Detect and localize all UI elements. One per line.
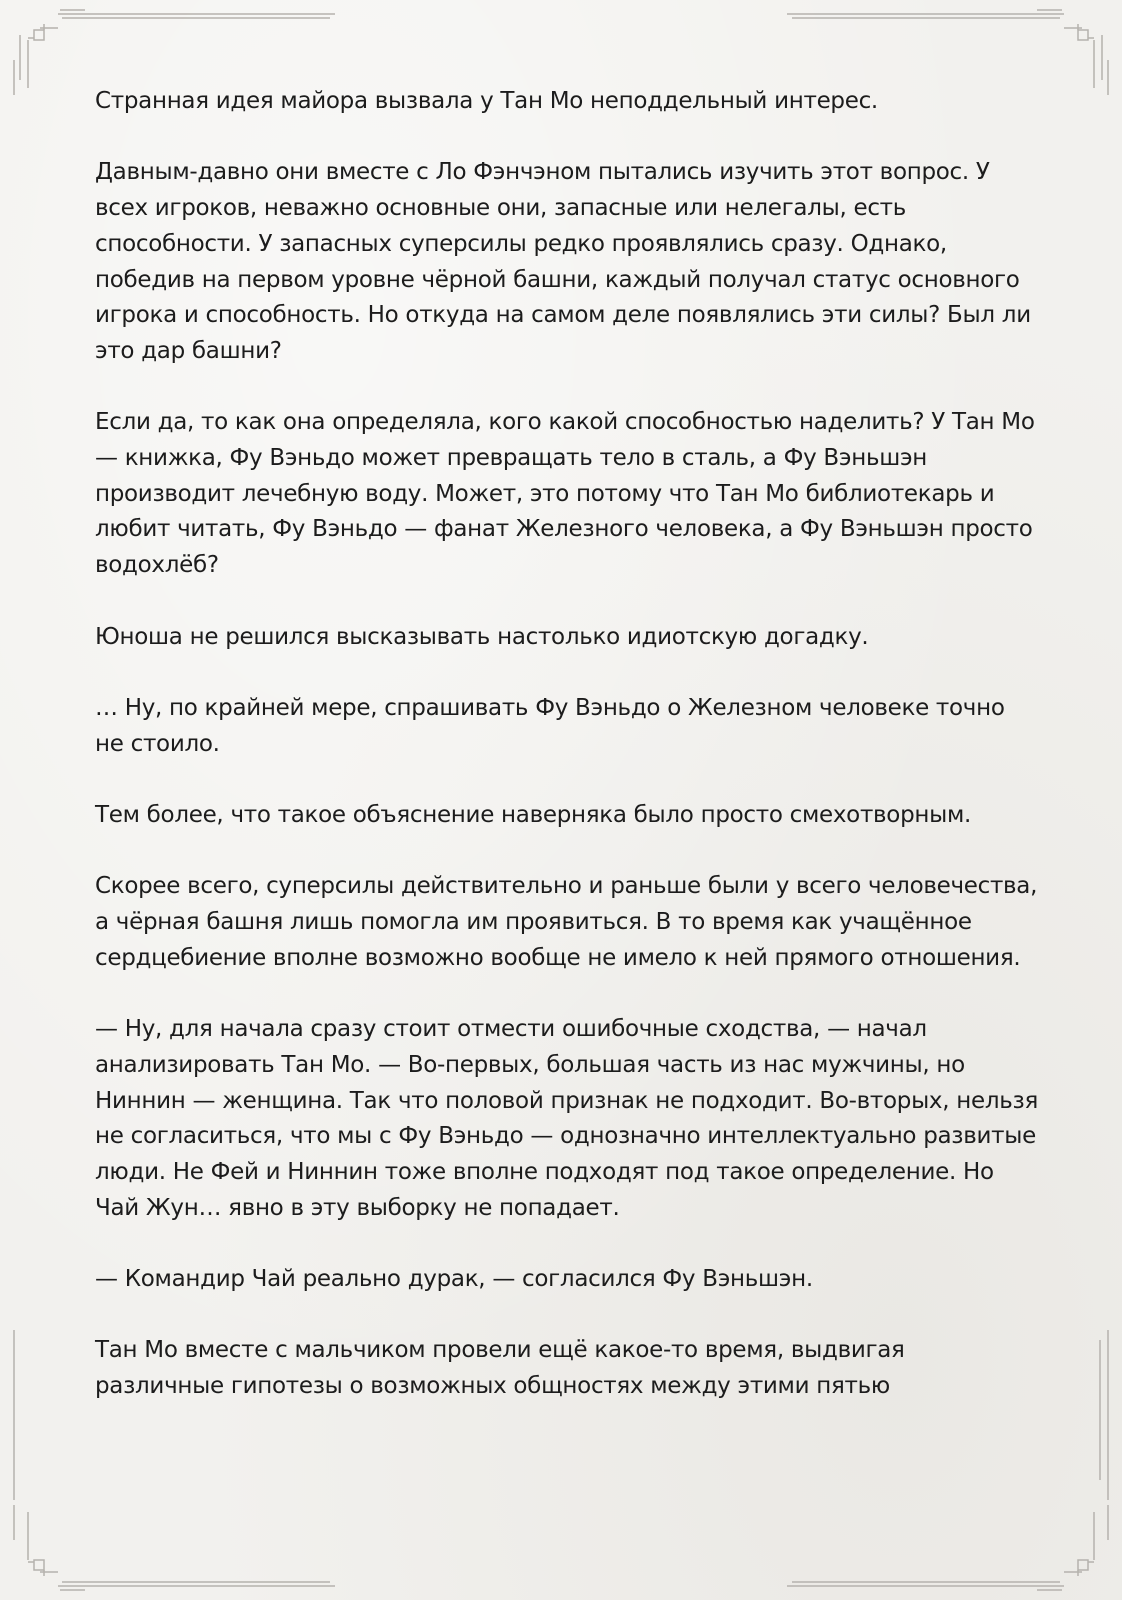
document-body xyxy=(95,84,1040,1405)
paragraph: … Ну, по крайней мере, спрашивать Фу Вэньдо о Железном человеке точно не стоило. xyxy=(95,694,1005,757)
paragraph: Давным-давно они вместе с Ло Фэнчэном пытались изучить этот вопрос. У всех игроков, неважно основные они, запасные или нелегалы, есть способности. У запасных суперсилы редко проявлялись сразу. Однако, победив на первом уровне чёрной башни, каждый получал статус основного игрока и способность. Но откуда на самом деле появлялись эти силы? Был ли это дар башни? xyxy=(95,159,1031,364)
paragraph: Если да, то как она определяла, кого какой способностью наделить? У Тан Мо — книжка, Фу Вэньдо может превращать тело в сталь, а Фу Вэньшэн производит лечебную воду. Может, это потому что Тан Мо библиотекарь и любит читать, Фу Вэньдо — фанат Железного человека, а Фу Вэньшэн просто водохлёб? xyxy=(95,409,1035,579)
paragraph: — Командир Чай реально дурак, — согласился Фу Вэньшэн. xyxy=(95,1266,813,1293)
corner-ornament-top-left xyxy=(14,10,335,95)
paragraph: Юноша не решился высказывать настолько идиотскую догадку. xyxy=(95,623,869,650)
paragraph: Тан Мо вместе с мальчиком провели ещё какое-то время, выдвигая различные гипотезы о возможных общностях между этими пятью xyxy=(95,1337,905,1400)
paragraph: Скорее всего, суперсилы действительно и раньше были у всего человечества, а чёрная башня лишь помогла им проявиться. В то время как учащённое сердцебиение вполне возможно вообще не имело к ней прямого отношения. xyxy=(95,873,1038,971)
paragraph: Странная идея майора вызвала у Тан Мо неподдельный интерес. xyxy=(95,88,878,114)
corner-ornament-top-right xyxy=(787,10,1108,95)
paragraph: — Ну, для начала сразу стоит отмести ошибочные сходства, — начал анализировать Тан Мо. — Во-первых, большая часть из нас мужчины, но Ниннин — женщина. Так что половой признак не подходит. Во-вторых, нельзя не согласиться, что мы с Фу Вэньдо — однозначно интеллектуально развитые люди. Не Фей и Ниннин тоже вполне подходят под такое определение. Но Чай Жун… явно в эту выборку не попадает. xyxy=(95,1016,1038,1221)
paragraph: Тем более, что такое объяснение наверняка было просто смехотворным. xyxy=(95,801,972,828)
